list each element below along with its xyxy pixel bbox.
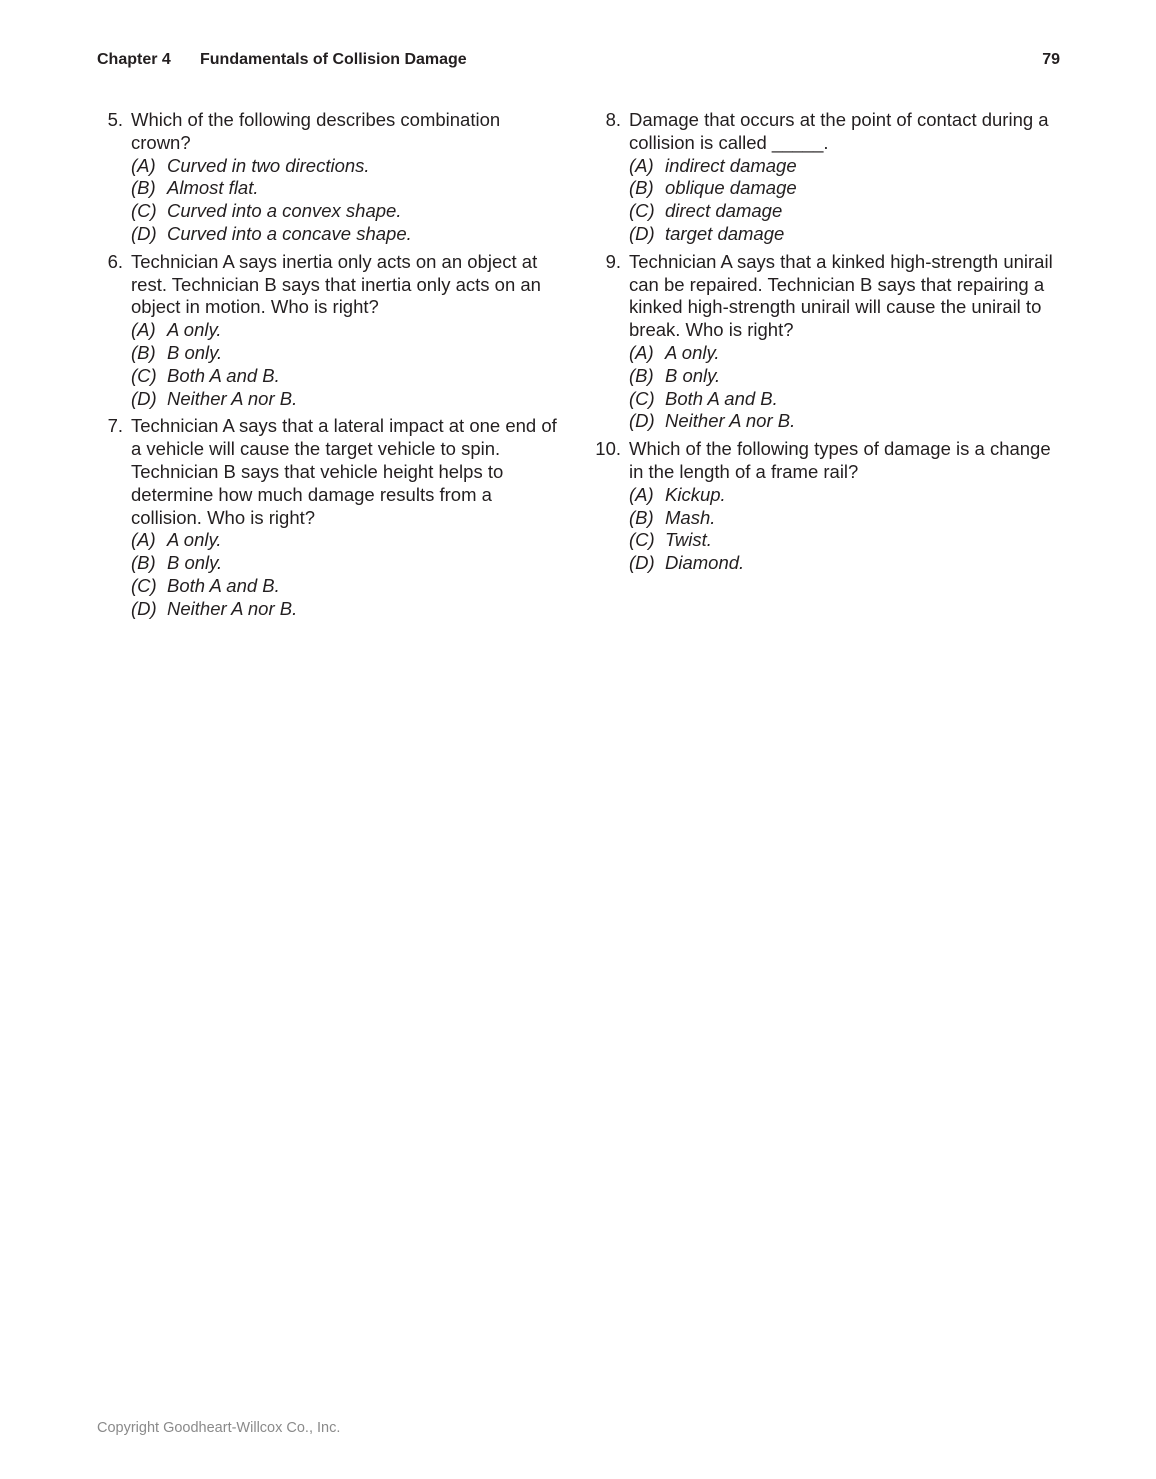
question-number: 6.: [107, 250, 123, 272]
option-letter: (A): [131, 529, 156, 551]
answer-option: [629, 484, 1065, 507]
option-text: target damage: [665, 222, 785, 244]
answer-option: [629, 223, 1065, 246]
option-text: A only.: [665, 341, 720, 363]
option-letter: (A): [629, 154, 654, 176]
option-text: A only.: [167, 319, 222, 341]
option-letter: (B): [629, 364, 654, 386]
answer-option: [131, 223, 557, 246]
option-letter: (D): [131, 387, 157, 409]
answer-options: [131, 529, 557, 620]
option-letter: (C): [629, 200, 655, 222]
answer-option: [131, 598, 557, 621]
answer-option: [131, 552, 557, 575]
option-text: direct damage: [665, 200, 783, 222]
question-number: 7.: [107, 415, 123, 437]
question-text: Which of the following describes combination crown?: [131, 109, 501, 153]
answer-option: [629, 529, 1065, 552]
question-text: Damage that occurs at the point of contact during a collision is called _____.: [629, 109, 1049, 153]
question-5: [97, 109, 557, 246]
option-letter: (D): [629, 410, 655, 432]
option-text: Twist.: [665, 529, 712, 551]
answer-options: [629, 342, 1065, 433]
answer-option: [131, 342, 557, 365]
option-letter: (B): [131, 177, 156, 199]
answer-option: [131, 575, 557, 598]
question-8: [595, 109, 1065, 246]
question-6: [97, 251, 557, 411]
question-text: Technician A says that a kinked high-strength unirail can be repaired. Technician B says that repairing a kinked high-strength unirail will cause the unirail to break. Who is right?: [629, 250, 1053, 341]
question-7: [97, 415, 557, 620]
option-letter: (D): [629, 552, 655, 574]
option-letter: (A): [629, 483, 654, 505]
answer-options: [131, 155, 557, 246]
option-text: B only.: [167, 552, 223, 574]
option-text: Mash.: [665, 506, 716, 528]
option-letter: (D): [131, 222, 157, 244]
option-letter: (C): [629, 529, 655, 551]
option-text: Curved in two directions.: [167, 154, 370, 176]
running-header: [97, 51, 1060, 73]
answer-option: [629, 365, 1065, 388]
answer-option: [131, 365, 557, 388]
question-number: 5.: [107, 109, 123, 130]
option-text: A only.: [167, 529, 222, 551]
copyright-footer: Copyright Goodheart-Willcox Co., Inc.: [97, 1420, 341, 1436]
question-text: Which of the following types of damage is a change in the length of a frame rail?: [629, 438, 1051, 482]
answer-option: [629, 410, 1065, 433]
page-number: 79: [1042, 51, 1060, 68]
question-number: 9.: [605, 250, 621, 272]
option-letter: (C): [131, 574, 157, 596]
option-letter: (D): [131, 597, 157, 619]
answer-option: [131, 388, 557, 411]
option-text: Both A and B.: [167, 574, 280, 596]
option-letter: (B): [131, 552, 156, 574]
question-number: 8.: [605, 109, 621, 130]
option-letter: (D): [629, 222, 655, 244]
option-letter: (A): [629, 341, 654, 363]
option-letter: (A): [131, 154, 156, 176]
answer-option: [629, 388, 1065, 411]
chapter-number: Chapter 4: [97, 51, 171, 68]
answer-options: [131, 319, 557, 410]
answer-option: [131, 529, 557, 552]
answer-option: [131, 155, 557, 178]
chapter-title: Fundamentals of Collision Damage: [200, 51, 467, 68]
option-letter: (C): [131, 200, 157, 222]
answer-option: [131, 200, 557, 223]
answer-options: [629, 484, 1065, 575]
right-column: [595, 109, 1065, 580]
answer-option: [629, 155, 1065, 178]
option-text: Curved into a convex shape.: [167, 200, 402, 222]
option-text: Neither A nor B.: [167, 597, 298, 619]
option-letter: (B): [629, 177, 654, 199]
answer-options: [629, 155, 1065, 246]
option-text: Almost flat.: [167, 177, 259, 199]
option-text: B only.: [167, 341, 223, 363]
answer-option: [629, 200, 1065, 223]
option-letter: (C): [131, 364, 157, 386]
answer-option: [629, 177, 1065, 200]
option-text: Diamond.: [665, 552, 745, 574]
option-text: B only.: [665, 364, 721, 386]
question-text: Technician A says inertia only acts on an object at rest. Technician B says that inertia only acts on an object in motion. Who is right?: [131, 250, 541, 318]
answer-option: [629, 507, 1065, 530]
option-text: indirect damage: [665, 154, 797, 176]
answer-option: [629, 552, 1065, 575]
question-number: 10.: [595, 438, 621, 460]
option-letter: (A): [131, 319, 156, 341]
option-letter: (C): [629, 387, 655, 409]
answer-option: [131, 319, 557, 342]
option-text: oblique damage: [665, 177, 797, 199]
option-text: Both A and B.: [665, 387, 778, 409]
option-text: Curved into a concave shape.: [167, 222, 412, 244]
question-10: [595, 438, 1065, 575]
answer-option: [629, 342, 1065, 365]
option-text: Kickup.: [665, 483, 726, 505]
option-letter: (B): [629, 506, 654, 528]
question-text: Technician A says that a lateral impact at one end of a vehicle will cause the target vehicle to spin. Technician B says that vehicle height helps to determine how much damage results from a collision. Who is right?: [131, 415, 557, 528]
option-text: Neither A nor B.: [167, 387, 298, 409]
option-text: Neither A nor B.: [665, 410, 796, 432]
answer-option: [131, 177, 557, 200]
option-letter: (B): [131, 341, 156, 363]
left-column: [97, 109, 557, 626]
question-9: [595, 251, 1065, 433]
option-text: Both A and B.: [167, 364, 280, 386]
